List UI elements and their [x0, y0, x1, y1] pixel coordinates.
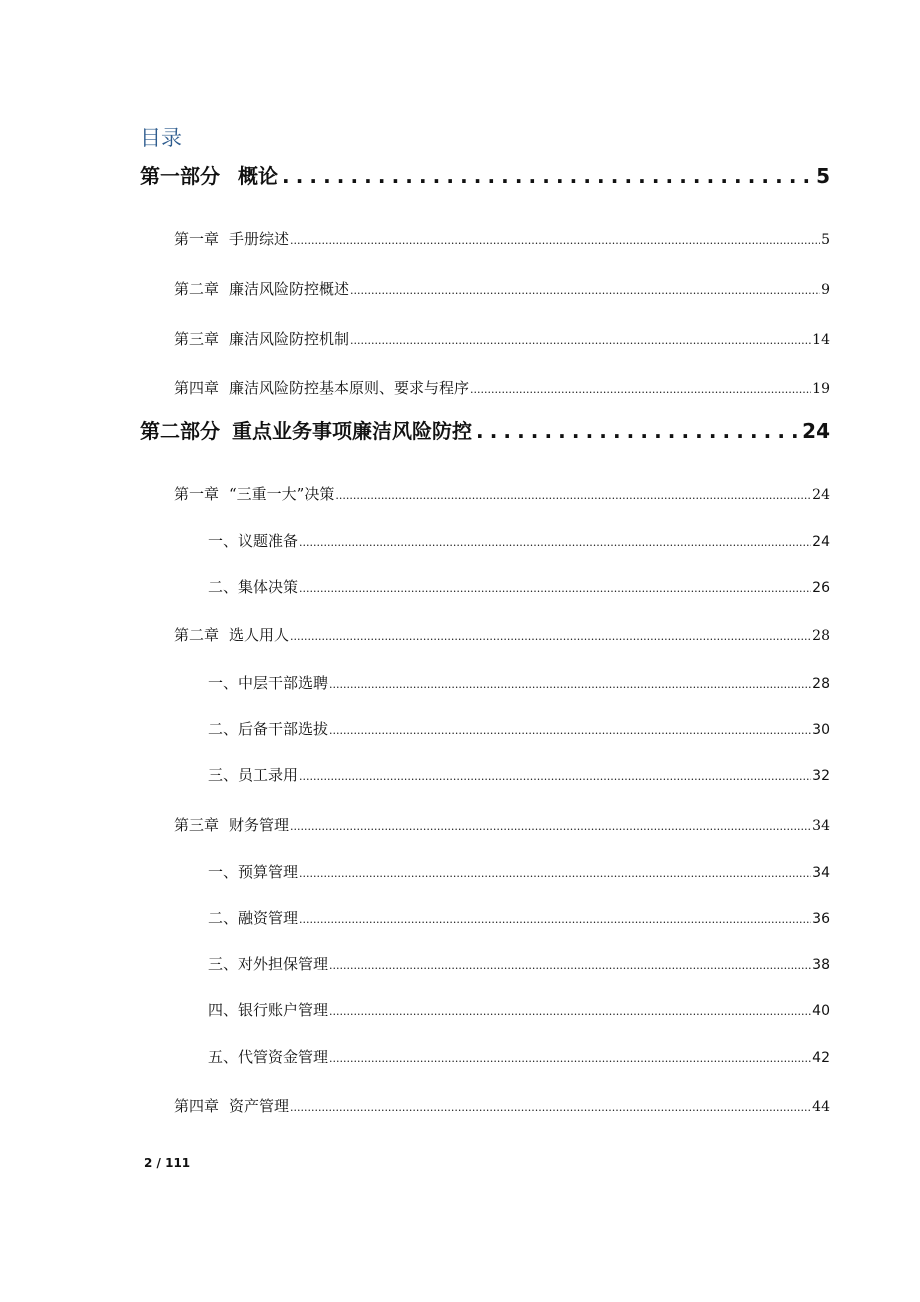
dot-leader	[329, 724, 811, 737]
dot-leader	[290, 820, 811, 833]
page-number: 5	[821, 232, 830, 248]
chapter-title: 财务管理	[229, 816, 290, 834]
dot-leader	[299, 770, 811, 783]
section-title: 五、代管资金管理	[208, 1048, 329, 1066]
chapter-number: 第二章	[174, 280, 220, 298]
chapter-title: 资产管理	[229, 1097, 290, 1115]
chapter-title: 廉洁风险防控机制	[229, 330, 350, 348]
dot-leader	[299, 582, 811, 595]
toc-section[interactable]	[208, 672, 830, 696]
chapter-title: 廉洁风险防控概述	[229, 280, 350, 298]
section-title: 三、对外担保管理	[208, 955, 329, 973]
page-number: 26	[812, 580, 830, 596]
dot-leader	[290, 234, 820, 247]
toc-chapter[interactable]	[174, 624, 830, 648]
chapter-title: 手册综述	[229, 230, 290, 248]
dot-leader	[299, 913, 811, 926]
page-number: 5	[816, 164, 830, 188]
toc-chapter[interactable]	[174, 814, 830, 838]
page-number: 14	[812, 332, 830, 348]
toc-chapter[interactable]	[174, 377, 830, 401]
page-number: 24	[802, 419, 830, 443]
page-number: 32	[812, 768, 830, 784]
page-number: 19	[812, 381, 830, 397]
part-number: 第二部分	[140, 419, 220, 443]
chapter-title: 选人用人	[229, 626, 290, 644]
dot-leader	[290, 630, 811, 643]
page-number: 40	[812, 1003, 830, 1019]
dot-leader	[470, 383, 811, 396]
page-number: 28	[812, 628, 830, 644]
toc-section[interactable]	[208, 576, 830, 600]
section-title: 四、银行账户管理	[208, 1001, 329, 1019]
toc-chapter[interactable]	[174, 483, 830, 507]
toc-section[interactable]	[208, 907, 830, 931]
dot-leader	[329, 678, 811, 691]
page-number: 34	[812, 818, 830, 834]
section-title: 一、议题准备	[208, 532, 299, 550]
chapter-title: “三重一大”决策	[229, 485, 335, 503]
dot-leader	[329, 1052, 811, 1065]
page-number: 42	[812, 1050, 830, 1066]
section-title: 二、后备干部选拔	[208, 720, 329, 738]
page-number: 30	[812, 722, 830, 738]
page-number: 34	[812, 865, 830, 881]
page-number: 44	[812, 1099, 830, 1115]
chapter-number: 第三章	[174, 330, 220, 348]
dot-leader	[329, 959, 811, 972]
toc-section[interactable]	[208, 999, 830, 1023]
chapter-number: 第三章	[174, 816, 220, 834]
toc-chapter[interactable]	[174, 328, 830, 352]
chapter-number: 第二章	[174, 626, 220, 644]
section-title: 三、员工录用	[208, 766, 299, 784]
part-number: 第一部分	[140, 164, 220, 188]
section-title: 一、中层干部选聘	[208, 674, 329, 692]
dot-leader	[282, 164, 816, 188]
dot-leader	[350, 334, 811, 347]
section-title: 二、融资管理	[208, 909, 299, 927]
dot-leader	[350, 284, 820, 297]
page-number: 24	[812, 487, 830, 503]
section-title: 二、集体决策	[208, 578, 299, 596]
page-number: 38	[812, 957, 830, 973]
toc-part-2[interactable]	[140, 415, 830, 451]
chapter-number: 第四章	[174, 1097, 220, 1115]
dot-leader	[290, 1101, 811, 1114]
dot-leader	[329, 1005, 811, 1018]
toc-section[interactable]	[208, 718, 830, 742]
dot-leader	[476, 419, 802, 443]
page-number: 9	[821, 282, 830, 298]
toc-heading: 目录	[140, 126, 182, 150]
part-title: 重点业务事项廉洁风险防控	[232, 419, 472, 443]
toc-chapter[interactable]	[174, 278, 830, 302]
page-number: 28	[812, 676, 830, 692]
dot-leader	[335, 489, 811, 502]
section-title: 一、预算管理	[208, 863, 299, 881]
page-number: 36	[812, 911, 830, 927]
toc-chapter[interactable]	[174, 228, 830, 252]
toc-part-1[interactable]	[140, 160, 830, 196]
toc-section[interactable]	[208, 764, 830, 788]
chapter-number: 第一章	[174, 485, 220, 503]
toc-section[interactable]	[208, 953, 830, 977]
toc-chapter[interactable]	[174, 1095, 830, 1119]
toc-section[interactable]	[208, 530, 830, 554]
part-title: 概论	[238, 164, 278, 188]
toc-section[interactable]	[208, 861, 830, 885]
dot-leader	[299, 867, 811, 880]
chapter-number: 第四章	[174, 379, 220, 397]
dot-leader	[299, 536, 811, 549]
page-number: 24	[812, 534, 830, 550]
page-indicator: 2 / 111	[144, 1156, 191, 1170]
chapter-title: 廉洁风险防控基本原则、要求与程序	[229, 379, 470, 397]
toc-section[interactable]	[208, 1046, 830, 1070]
chapter-number: 第一章	[174, 230, 220, 248]
